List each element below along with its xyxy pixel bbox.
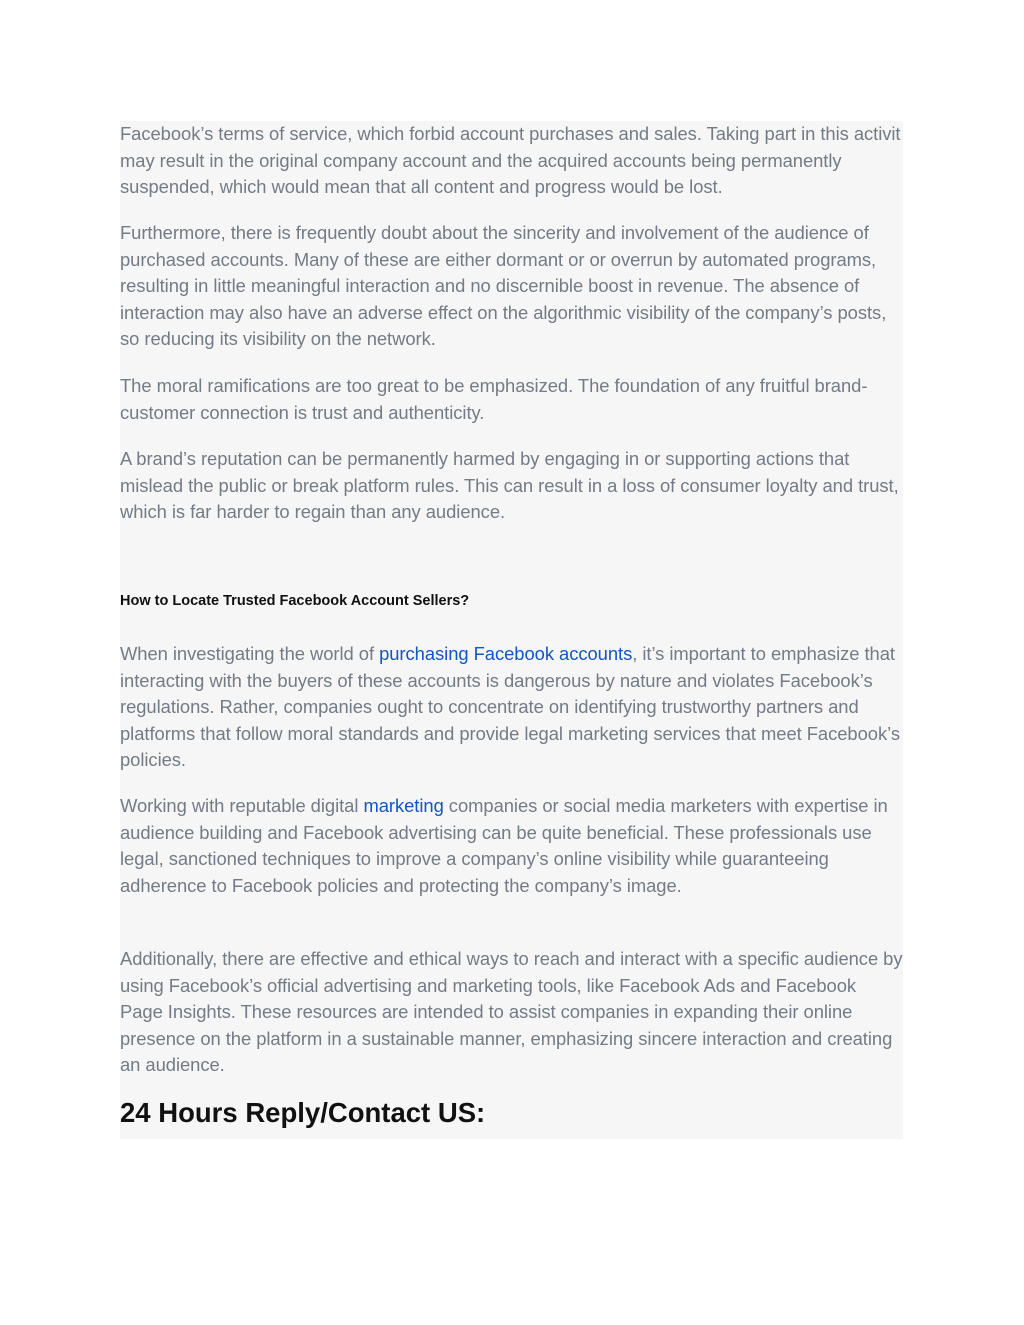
paragraph-brand-reputation: A brand’s reputation can be permanently harmed by engaging in or supporting actions that mislead the public or break platform rules. This can result in a loss of consumer loyalty and trust, which is far harder to regain than any audience.: [120, 448, 899, 523]
paragraph-official-tools: Additionally, there are effective and ethical ways to reach and interact with a specific audience by using Facebook’s official advertising and marketing tools, like Facebook Ads and Facebook Page Insights. These resources are intended to assist companies in expanding their online presence on the platform in a sustainable manner, emphasizing sincere interaction and creating an audience.: [120, 948, 903, 1076]
marketing-link[interactable]: marketing: [363, 795, 444, 816]
paragraph-text: , it’s important to emphasize that interacting with the buyers of these accounts is dangerous by nature and violates Facebook’s regulations. Rather, companies ought to concentrate on identifying trustworthy partners and platforms that follow moral standards and provide legal marketing services that meet Facebook’s policies.: [120, 643, 900, 771]
article-content-block: [120, 121, 903, 1139]
paragraph-text: When investigating the world of: [120, 643, 380, 664]
paragraph-reputable-marketing: [120, 793, 903, 899]
paragraph-investigating: [120, 641, 903, 774]
contact-heading: 24 Hours Reply/Contact US:: [120, 1097, 486, 1128]
paragraph-moral-ramifications: The moral ramifications are too great to be emphasized. The foundation of any fruitful brand-customer connection is trust and authenticity.: [120, 375, 868, 423]
paragraph-text: companies or social media marketers with expertise in audience building and Facebook advertising can be quite beneficial. These professionals use legal, sanctioned techniques to improve a company’s online visibility while guaranteeing adherence to Facebook policies and protecting the company’s image.: [120, 795, 888, 896]
section-subheading: How to Locate Trusted Facebook Account Sellers?: [120, 593, 470, 609]
paragraph-terms-of-service: Facebook’s terms of service, which forbid account purchases and sales. Taking part in this activit may result in the original company account and the acquired accounts being permanently suspended, which would mean that all content and progress would be lost.: [120, 123, 901, 198]
paragraph-text: Working with reputable digital: [120, 795, 364, 816]
purchasing-facebook-accounts-link[interactable]: purchasing Facebook accounts: [379, 643, 633, 664]
paragraph-audience-doubt: Furthermore, there is frequently doubt about the sincerity and involvement of the audience of purchased accounts. Many of these are either dormant or or overrun by automated programs, resulting in little meaningful interaction and no discernible boost in revenue. The absence of interaction may also have an adverse effect on the algorithmic visibility of the company’s posts, so reducing its visibility on the network.: [120, 222, 887, 350]
